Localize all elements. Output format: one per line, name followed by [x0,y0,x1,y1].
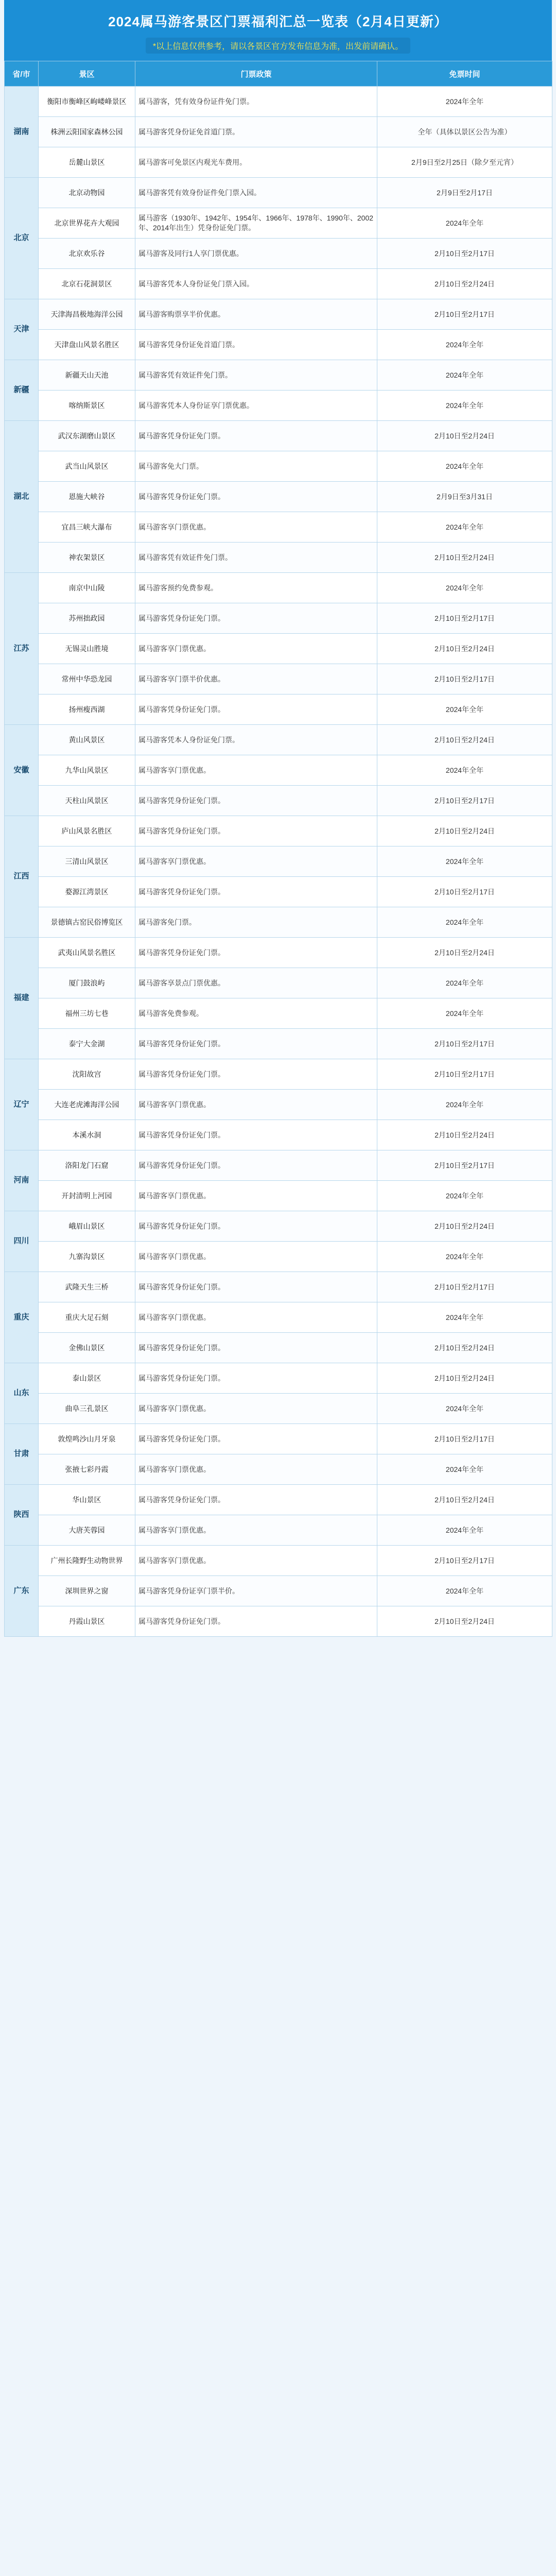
free-time-cell: 2024年全年 [377,694,552,725]
free-time-cell: 全年（具体以景区公告为准） [377,117,552,147]
province-cell: 辽宁 [5,1059,39,1150]
header-banner [4,0,552,61]
ticket-policy-cell: 属马游客凭身份证免门票。 [135,1150,377,1181]
table-row [5,968,552,998]
scenic-name-cell: 曲阜三孔景区 [39,1394,135,1424]
province-cell: 陕西 [5,1485,39,1546]
ticket-policy-cell: 属马游客凭身份证免门票。 [135,421,377,451]
table-row [5,694,552,725]
free-time-cell: 2月10日至2月17日 [377,877,552,907]
page-title: 2024属马游客景区门票福利汇总一览表（2月4日更新） [108,14,448,29]
scenic-name-cell: 南京中山陵 [39,573,135,603]
scenic-name-cell: 华山景区 [39,1485,135,1515]
scenic-name-cell: 金佛山景区 [39,1333,135,1363]
free-time-cell: 2024年全年 [377,755,552,786]
free-time-cell: 2月10日至2月24日 [377,634,552,664]
table-row [5,147,552,178]
table-row [5,1485,552,1515]
col-header-free-time: 免票时间 [377,61,552,87]
table-row [5,1546,552,1576]
free-time-cell: 2024年全年 [377,1181,552,1211]
table-row [5,1242,552,1272]
ticket-policy-cell: 属马游客享门票优惠。 [135,846,377,877]
ticket-policy-cell: 属马游客享门票优惠。 [135,1546,377,1576]
free-time-cell: 2024年全年 [377,451,552,482]
ticket-policy-cell: 属马游客凭身份证免门票。 [135,482,377,512]
table-row [5,1363,552,1394]
province-cell: 四川 [5,1211,39,1272]
province-cell: 湖南 [5,87,39,178]
ticket-policy-cell: 属马游客享门票优惠。 [135,1394,377,1424]
table-row [5,178,552,208]
scenic-name-cell: 武汉东湖磨山景区 [39,421,135,451]
ticket-policy-cell: 属马游客享门票半价优惠。 [135,664,377,694]
scenic-name-cell: 大连老虎滩海洋公园 [39,1090,135,1120]
scenic-name-cell: 开封清明上河园 [39,1181,135,1211]
table-row [5,816,552,846]
table-row [5,360,552,391]
province-cell: 天津 [5,299,39,360]
ticket-policy-cell: 属马游客凭身份证免门票。 [135,1333,377,1363]
scenic-name-cell: 无锡灵山胜境 [39,634,135,664]
free-time-cell: 2月9日至3月31日 [377,482,552,512]
scenic-name-cell: 泰宁大金湖 [39,1029,135,1059]
scenic-name-cell: 喀纳斯景区 [39,391,135,421]
ticket-policy-cell: 属马游客凭本人身份证免门票入园。 [135,269,377,299]
scenic-name-cell: 本溪水洞 [39,1120,135,1150]
scenic-name-cell: 常州中华恐龙园 [39,664,135,694]
ticket-policy-cell: 属马游客，凭有效身份证件免门票。 [135,87,377,117]
table-row [5,391,552,421]
ticket-policy-cell: 属马游客可免景区内观光车费用。 [135,147,377,178]
table-body [5,87,552,1637]
free-time-cell: 2月10日至2月17日 [377,1424,552,1454]
ticket-policy-cell: 属马游客预约免费参观。 [135,573,377,603]
ticket-policy-cell: 属马游客享门票优惠。 [135,1454,377,1485]
free-time-cell: 2024年全年 [377,208,552,239]
table-row [5,1272,552,1302]
province-cell: 安徽 [5,725,39,816]
table-row [5,543,552,573]
province-cell: 湖北 [5,421,39,573]
scenic-name-cell: 庐山风景名胜区 [39,816,135,846]
ticket-policy-cell: 属马游客凭身份证免门票。 [135,1211,377,1242]
scenic-name-cell: 三清山风景区 [39,846,135,877]
province-cell: 山东 [5,1363,39,1424]
ticket-policy-cell: 属马游客凭身份证免门票。 [135,1606,377,1637]
ticket-policy-cell: 属马游客凭身份证免门票。 [135,1272,377,1302]
scenic-name-cell: 沈阳故宫 [39,1059,135,1090]
ticket-policy-cell: 属马游客及同行1人享门票优惠。 [135,239,377,269]
free-time-cell: 2月10日至2月24日 [377,1333,552,1363]
table-row [5,1150,552,1181]
table-row [5,786,552,816]
scenic-name-cell: 丹霞山景区 [39,1606,135,1637]
free-time-cell: 2月10日至2月17日 [377,603,552,634]
ticket-policy-cell: 属马游客凭身份证享门票半价。 [135,1576,377,1606]
ticket-policy-table [4,61,552,1637]
ticket-policy-cell: 属马游客享门票优惠。 [135,512,377,543]
province-cell: 广东 [5,1546,39,1637]
ticket-policy-cell: 属马游客凭有效证件免门票。 [135,360,377,391]
free-time-cell: 2月9日至2月25日（除夕至元宵） [377,147,552,178]
province-cell: 江苏 [5,573,39,725]
free-time-cell: 2月10日至2月24日 [377,1485,552,1515]
ticket-policy-cell: 属马游客享门票优惠。 [135,755,377,786]
scenic-name-cell: 峨眉山景区 [39,1211,135,1242]
free-time-cell: 2024年全年 [377,1302,552,1333]
table-row [5,938,552,968]
scenic-name-cell: 扬州瘦西湖 [39,694,135,725]
free-time-cell: 2月10日至2月24日 [377,421,552,451]
free-time-cell: 2月10日至2月17日 [377,1029,552,1059]
table-row [5,512,552,543]
free-time-cell: 2024年全年 [377,512,552,543]
scenic-name-cell: 广州长隆野生动物世界 [39,1546,135,1576]
scenic-name-cell: 黄山风景区 [39,725,135,755]
ticket-policy-cell: 属马游客凭身份证免门票。 [135,816,377,846]
table-row [5,1120,552,1150]
free-time-cell: 2月10日至2月24日 [377,269,552,299]
province-cell: 江西 [5,816,39,938]
free-time-cell: 2024年全年 [377,330,552,360]
table-row [5,239,552,269]
col-header-province: 省/市 [5,61,39,87]
scenic-name-cell: 厦门鼓浪屿 [39,968,135,998]
scenic-name-cell: 洛阳龙门石窟 [39,1150,135,1181]
free-time-cell: 2024年全年 [377,1090,552,1120]
scenic-name-cell: 大唐芙蓉园 [39,1515,135,1546]
table-row [5,1454,552,1485]
free-time-cell: 2024年全年 [377,1576,552,1606]
free-time-cell: 2024年全年 [377,87,552,117]
table-row [5,451,552,482]
province-cell: 重庆 [5,1272,39,1363]
table-row [5,1029,552,1059]
scenic-name-cell: 北京欢乐谷 [39,239,135,269]
col-header-scenic: 景区 [39,61,135,87]
table-row [5,998,552,1029]
free-time-cell: 2月10日至2月17日 [377,299,552,330]
scenic-name-cell: 天津海昌极地海洋公园 [39,299,135,330]
table-row [5,1606,552,1637]
free-time-cell: 2024年全年 [377,1394,552,1424]
table-row [5,1181,552,1211]
table-row [5,1515,552,1546]
table-row [5,117,552,147]
table-row [5,87,552,117]
table-row [5,603,552,634]
table-row [5,1211,552,1242]
ticket-policy-cell: 属马游客凭身份证免门票。 [135,1120,377,1150]
ticket-policy-cell: 属马游客凭本人身份证免门票。 [135,725,377,755]
free-time-cell: 2月10日至2月17日 [377,1272,552,1302]
scenic-name-cell: 北京石花洞景区 [39,269,135,299]
free-time-cell: 2月10日至2月24日 [377,1606,552,1637]
col-header-policy: 门票政策 [135,61,377,87]
free-time-cell: 2月10日至2月17日 [377,1546,552,1576]
free-time-cell: 2月10日至2月17日 [377,664,552,694]
scenic-name-cell: 天津盘山风景名胜区 [39,330,135,360]
ticket-policy-cell: 属马游客凭本人身份证享门票优惠。 [135,391,377,421]
scenic-name-cell: 天柱山风景区 [39,786,135,816]
ticket-policy-cell: 属马游客免门票。 [135,907,377,938]
scenic-name-cell: 衡阳市衡峰区岣嵝峰景区 [39,87,135,117]
scenic-name-cell: 新疆天山天池 [39,360,135,391]
ticket-policy-cell: 属马游客（1930年、1942年、1954年、1966年、1978年、1990年、2002年、2014年出生）凭身份证免门票。 [135,208,377,239]
scenic-name-cell: 重庆大足石刻 [39,1302,135,1333]
province-cell: 新疆 [5,360,39,421]
ticket-policy-cell: 属马游客凭身份证免门票。 [135,1059,377,1090]
free-time-cell: 2024年全年 [377,1454,552,1485]
free-time-cell: 2024年全年 [377,968,552,998]
ticket-policy-cell: 属马游客凭身份证免门票。 [135,786,377,816]
province-cell: 福建 [5,938,39,1059]
ticket-policy-cell: 属马游客凭有效证件免门票。 [135,543,377,573]
scenic-name-cell: 宜昌三峡大瀑布 [39,512,135,543]
ticket-policy-cell: 属马游客购票享半价优惠。 [135,299,377,330]
free-time-cell: 2月10日至2月17日 [377,1150,552,1181]
free-time-cell: 2月10日至2月17日 [377,1059,552,1090]
scenic-name-cell: 泰山景区 [39,1363,135,1394]
ticket-policy-cell: 属马游客享景点门票优惠。 [135,968,377,998]
scenic-name-cell: 苏州拙政园 [39,603,135,634]
table-row [5,1576,552,1606]
table-row [5,1424,552,1454]
table-row [5,664,552,694]
ticket-policy-cell: 属马游客凭身份证免门票。 [135,603,377,634]
ticket-policy-cell: 属马游客享门票优惠。 [135,1515,377,1546]
scenic-name-cell: 神农架景区 [39,543,135,573]
free-time-cell: 2024年全年 [377,360,552,391]
scenic-name-cell: 株洲云阳国家森林公园 [39,117,135,147]
province-cell: 河南 [5,1150,39,1211]
scenic-name-cell: 武隆天生三桥 [39,1272,135,1302]
table-row [5,755,552,786]
table-row [5,1059,552,1090]
scenic-name-cell: 景德镇古窑民俗博览区 [39,907,135,938]
free-time-cell: 2月10日至2月24日 [377,1211,552,1242]
free-time-cell: 2024年全年 [377,1515,552,1546]
free-time-cell: 2024年全年 [377,846,552,877]
ticket-policy-cell: 属马游客享门票优惠。 [135,1090,377,1120]
free-time-cell: 2024年全年 [377,573,552,603]
ticket-policy-cell: 属马游客免大门票。 [135,451,377,482]
free-time-cell: 2月10日至2月24日 [377,938,552,968]
free-time-cell: 2024年全年 [377,391,552,421]
free-time-cell: 2月10日至2月24日 [377,543,552,573]
free-time-cell: 2024年全年 [377,998,552,1029]
ticket-policy-cell: 属马游客凭身份证免门票。 [135,1029,377,1059]
table-row [5,208,552,239]
scenic-name-cell: 岳麓山景区 [39,147,135,178]
free-time-cell: 2024年全年 [377,907,552,938]
free-time-cell: 2月10日至2月17日 [377,786,552,816]
free-time-cell: 2月10日至2月24日 [377,1363,552,1394]
free-time-cell: 2月10日至2月24日 [377,725,552,755]
table-row [5,1090,552,1120]
ticket-policy-cell: 属马游客凭身份证免门票。 [135,1363,377,1394]
province-cell: 甘肃 [5,1424,39,1485]
table-row [5,907,552,938]
table-header-row [5,61,552,87]
province-cell: 北京 [5,178,39,299]
free-time-cell: 2月10日至2月24日 [377,816,552,846]
table-row [5,725,552,755]
scenic-name-cell: 婺源江湾景区 [39,877,135,907]
scenic-name-cell: 北京世界花卉大观园 [39,208,135,239]
scenic-name-cell: 恩施大峡谷 [39,482,135,512]
ticket-policy-cell: 属马游客凭身份证免门票。 [135,1424,377,1454]
table-row [5,269,552,299]
scenic-name-cell: 武夷山风景名胜区 [39,938,135,968]
scenic-name-cell: 张掖七彩丹霞 [39,1454,135,1485]
table-row [5,1333,552,1363]
scenic-name-cell: 深圳世界之窗 [39,1576,135,1606]
scenic-name-cell: 敦煌鸣沙山月牙泉 [39,1424,135,1454]
scenic-name-cell: 九华山风景区 [39,755,135,786]
table-row [5,1302,552,1333]
ticket-policy-cell: 属马游客凭身份证免首道门票。 [135,330,377,360]
table-row [5,573,552,603]
table-row [5,482,552,512]
free-time-cell: 2月10日至2月17日 [377,239,552,269]
ticket-policy-cell: 属马游客享门票优惠。 [135,1242,377,1272]
ticket-policy-cell: 属马游客享门票优惠。 [135,634,377,664]
ticket-policy-cell: 属马游客凭身份证免首道门票。 [135,117,377,147]
free-time-cell: 2024年全年 [377,1242,552,1272]
scenic-name-cell: 北京动物园 [39,178,135,208]
ticket-policy-cell: 属马游客凭身份证免门票。 [135,1485,377,1515]
page-footer-space [4,1637,552,1657]
ticket-policy-cell: 属马游客凭身份证免门票。 [135,877,377,907]
table-row [5,634,552,664]
table-row [5,299,552,330]
scenic-name-cell: 福州三坊七巷 [39,998,135,1029]
ticket-policy-cell: 属马游客免费参观。 [135,998,377,1029]
table-row [5,846,552,877]
scenic-name-cell: 九寨沟景区 [39,1242,135,1272]
ticket-policy-cell: 属马游客凭身份证免门票。 [135,694,377,725]
table-row [5,330,552,360]
ticket-policy-cell: 属马游客享门票优惠。 [135,1302,377,1333]
free-time-cell: 2月10日至2月24日 [377,1120,552,1150]
table-row [5,1394,552,1424]
ticket-policy-cell: 属马游客凭身份证免门票。 [135,938,377,968]
scenic-name-cell: 武当山风景区 [39,451,135,482]
disclaimer-notice: *以上信息仅供参考，请以各景区官方发布信息为准，出发前请确认。 [146,38,410,54]
ticket-policy-cell: 属马游客享门票优惠。 [135,1181,377,1211]
ticket-policy-cell: 属马游客凭有效身份证件免门票入园。 [135,178,377,208]
table-row [5,421,552,451]
free-time-cell: 2月9日至2月17日 [377,178,552,208]
table-row [5,877,552,907]
